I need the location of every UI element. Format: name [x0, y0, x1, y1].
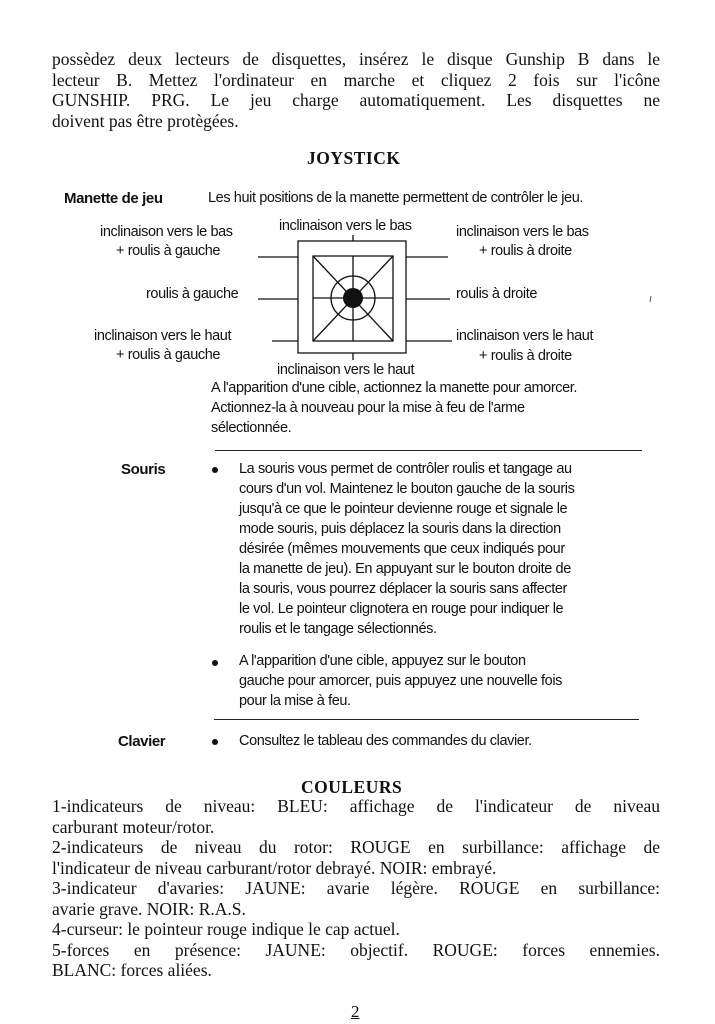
label-top-left-1: inclinaison vers le bas	[100, 224, 233, 240]
divider	[215, 450, 642, 451]
souris-bullet-2: A l'apparition d'une cible, appuyez sur le bouton gauche pour amorcer, puis appuyez une nouvelle fois pour la mise à feu.	[239, 653, 562, 709]
souris-bullet-1: La souris vous permet de contrôler roulis et tangage au cours d'un vol. Maintenez le bouton gauche de la souris jusqu'à ce que le pointeur devienne rouge et signale le mode souris, puis déplacez la souris dans la direction désirée (mêmes mouvements que ceux indiqués pour la manette de jeu). En appuyant sur le bouton droite de la souris, vous pourrez déplacer la souris sans affecter le vol. Le pointeur clignotera en rouge pour indiquer le roulis et le tangage sélectionnés.	[239, 461, 575, 637]
bullet	[212, 739, 218, 745]
clavier-text: Consultez le tableau des commandes du clavier.	[239, 733, 532, 749]
couleurs-paragraph	[52, 796, 660, 981]
intro-line: possèdez deux lecteurs de disquettes, insérez le disque Gunship B dans le	[52, 49, 660, 69]
clavier-label: Clavier	[118, 733, 166, 750]
label-bot-left-2: + roulis à gauche	[116, 347, 221, 363]
label-bot-right-1: inclinaison vers le haut	[456, 328, 594, 344]
divider	[214, 719, 639, 720]
couleurs-line: BLANC: forces aliées.	[52, 960, 212, 980]
manette-intro: Les huit positions de la manette permettent de contrôler le jeu.	[208, 190, 583, 206]
souris-label: Souris	[121, 461, 166, 478]
intro-line: lecteur B. Mettez l'ordinateur en marche et cliquez 2 fois sur l'icône	[52, 69, 660, 90]
couleurs-line: 4-curseur: le pointeur rouge indique le cap actuel.	[52, 919, 400, 939]
label-mid-right: roulis à droite	[456, 286, 538, 302]
joystick-fire-text: A l'apparition d'une cible, actionnez la manette pour amorcer. Actionnez-la à nouveau pour la mise à feu de l'arme sélectionnée.	[211, 380, 578, 436]
label-bot-right-2: + roulis à droite	[479, 348, 572, 364]
page-number: 2	[351, 1002, 360, 1021]
label-top-right-1: inclinaison vers le bas	[456, 224, 589, 240]
couleurs-line: l'indicateur de niveau carburant/rotor debrayé. NOIR: embrayé.	[52, 857, 497, 878]
couleurs-line: carburant moteur/rotor.	[52, 816, 215, 837]
manette-label: Manette de jeu	[64, 190, 163, 207]
label-top-right-2: + roulis à droite	[479, 243, 572, 259]
bullet	[212, 660, 218, 666]
couleurs-line: 2-indicateurs de niveau du rotor: ROUGE en surbillance: affichage de	[52, 837, 660, 857]
label-bot-left-1: inclinaison vers le haut	[94, 328, 232, 344]
couleurs-line: avarie grave. NOIR: R.A.S.	[52, 898, 246, 919]
diagram-knob	[343, 288, 363, 308]
label-top-left-2: + roulis à gauche	[116, 243, 221, 259]
joystick-heading: JOYSTICK	[307, 148, 401, 168]
couleurs-heading: COULEURS	[301, 777, 403, 797]
intro-line: GUNSHIP. PRG. Le jeu charge automatiquement. Les disquettes ne	[52, 90, 660, 110]
intro-line: doivent pas être protègées.	[52, 110, 239, 131]
bullet	[212, 467, 218, 473]
couleurs-line: 3-indicateur d'avaries: JAUNE: avarie légère. ROUGE en surbillance:	[52, 878, 660, 898]
couleurs-line: 1-indicateurs de niveau: BLEU: affichage de l'indicateur de niveau	[52, 796, 660, 816]
couleurs-line: 5-forces en présence: JAUNE: objectif. ROUGE: forces ennemies.	[52, 939, 660, 960]
label-bottom-center: inclinaison vers le haut	[277, 362, 415, 378]
label-mid-left: roulis à gauche	[146, 286, 239, 302]
label-top-center: inclinaison vers le bas	[279, 218, 412, 234]
